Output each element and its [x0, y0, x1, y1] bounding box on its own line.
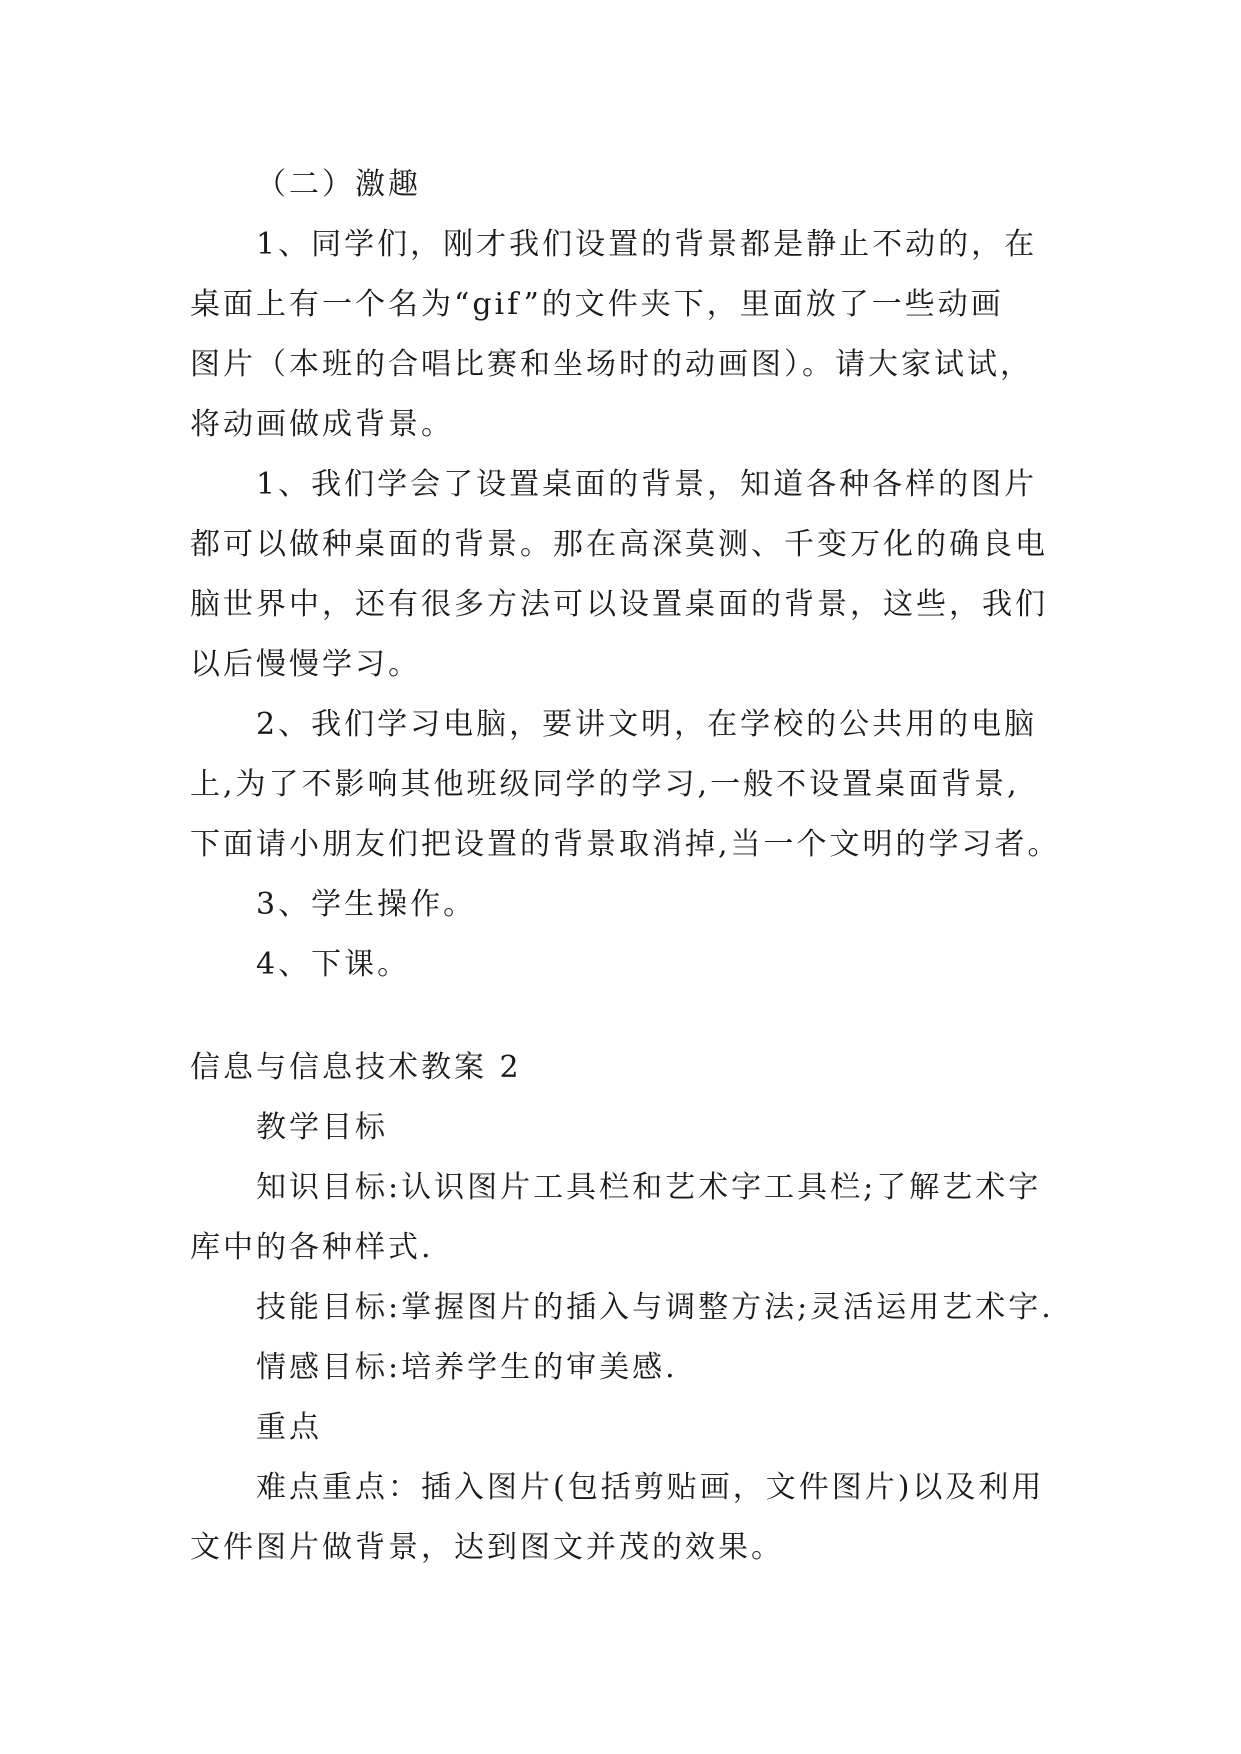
- paragraph-line: 桌面上有一个名为“gif”的文件夹下，里面放了一些动画: [190, 287, 1004, 322]
- paragraph-line: 3、学生操作。: [256, 887, 477, 922]
- paragraph-line: 图片（本班的合唱比赛和坐场时的动画图）。请大家试试，: [190, 347, 1033, 382]
- paragraph-line: 技能目标:掌握图片的插入与调整方法;灵活运用艺术字.: [256, 1290, 1054, 1325]
- paragraph-line: 知识目标:认识图片工具栏和艺术字工具栏;了解艺术字: [256, 1170, 1042, 1205]
- section-heading: 教学目标: [256, 1110, 388, 1145]
- paragraph-line: 难点重点：插入图片(包括剪贴画，文件图片)以及利用: [256, 1470, 1045, 1505]
- paragraph-line: 4、下课。: [256, 947, 411, 982]
- paragraph-line: 1、我们学会了设置桌面的背景，知道各种各样的图片: [256, 467, 1038, 502]
- document-title: 信息与信息技术教案 2: [190, 1050, 522, 1085]
- paragraph-line: 文件图片做背景，达到图文并茂的效果。: [190, 1530, 784, 1565]
- section-heading: （二）激趣: [256, 167, 421, 202]
- paragraph-line: 将动画做成背景。: [190, 407, 454, 442]
- paragraph-line: 都可以做种桌面的背景。那在高深莫测、千变万化的确良电: [190, 527, 1048, 562]
- paragraph-line: 以后慢慢学习。: [190, 647, 421, 682]
- paragraph-line: 1、同学们，刚才我们设置的背景都是静止不动的，在: [256, 227, 1038, 262]
- paragraph-line: 2、我们学习电脑，要讲文明，在学校的公共用的电脑: [256, 707, 1038, 742]
- paragraph-line: 上,为了不影响其他班级同学的学习,一般不设置桌面背景,: [190, 767, 1020, 802]
- paragraph-line: 情感目标:培养学生的审美感.: [256, 1350, 678, 1385]
- paragraph-line: 下面请小朋友们把设置的背景取消掉,当一个文明的学习者。: [190, 827, 1061, 862]
- section-heading: 重点: [256, 1410, 322, 1445]
- paragraph-line: 库中的各种样式.: [190, 1230, 434, 1265]
- paragraph-line: 脑世界中，还有很多方法可以设置桌面的背景，这些，我们: [190, 587, 1048, 622]
